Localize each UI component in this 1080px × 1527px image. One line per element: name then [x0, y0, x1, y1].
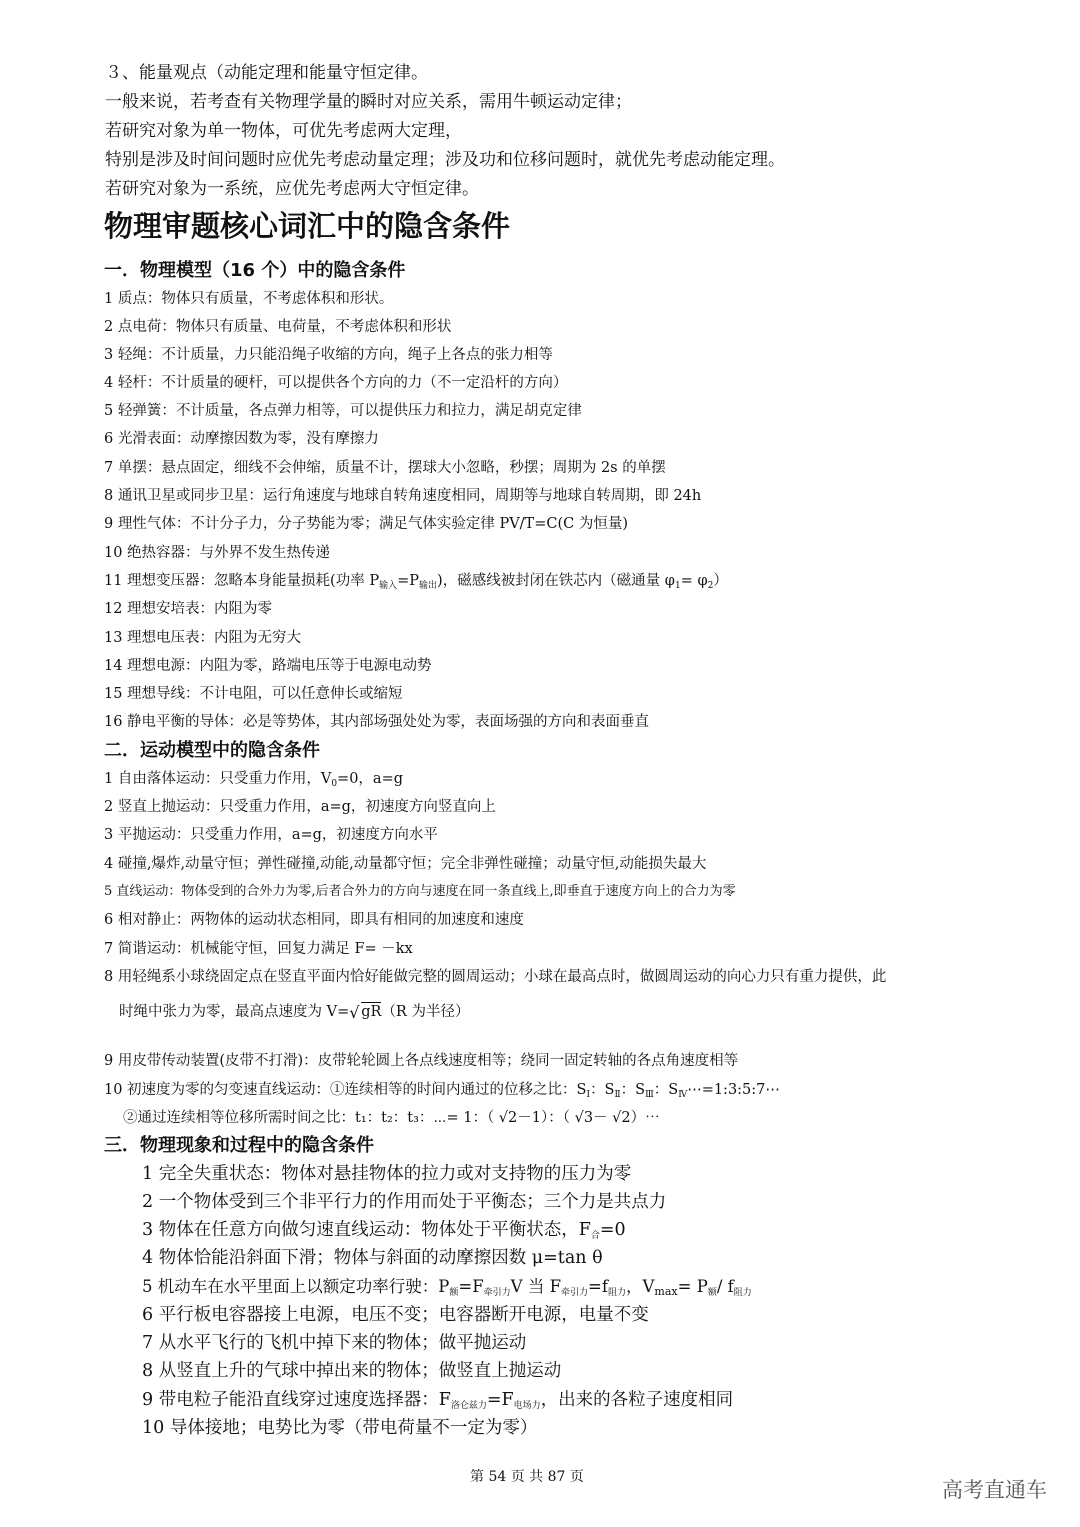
item-text: =F — [458, 1277, 484, 1296]
item-text: 1 自由落体运动：只受重力作用，V — [104, 771, 332, 787]
item-text: ） — [713, 573, 728, 589]
list-item: 8 通讯卫星或同步卫星：运行角速度与地球自转角速度相同，周期等与地球自转周期，即 24h — [104, 488, 702, 504]
section-3-heading: 三．物理现象和过程中的隐含条件 — [104, 1135, 374, 1156]
list-item: 12 理想安培表：内阻为零 — [104, 601, 273, 617]
list-item-continuation — [119, 1000, 469, 1021]
list-item — [142, 1386, 733, 1411]
item-text: 10 初速度为零的匀变速直线运动：①连续相等的时间内通过的位移之比：S — [104, 1082, 587, 1098]
list-item: 2 一个物体受到三个非平行力的作用而处于平衡态；三个力是共点力 — [142, 1192, 667, 1212]
list-item: 9 理性气体：不计分子力，分子势能为零；满足气体实验定律 PV/T=C(C 为恒量) — [104, 516, 628, 532]
item-text: =0 — [599, 1220, 626, 1240]
list-item — [104, 1078, 780, 1100]
item-text: / f — [716, 1277, 734, 1296]
subscript: 电场力 — [513, 1401, 541, 1411]
list-item: 6 相对静止：两物体的运动状态相同，即具有相同的加速度和速度 — [104, 912, 524, 928]
intro-line-1: ３、能量观点（动能定理和能量守恒定律。 — [105, 63, 428, 83]
subscript: max — [654, 1285, 678, 1298]
subscript: 额 — [707, 1288, 717, 1298]
intro-line-2: 一般来说，若考查有关物理学量的瞬时对应关系，需用牛顿运动定律； — [105, 92, 632, 112]
item-text: 5 机动车在水平里面上以额定功率行驶：P — [142, 1277, 450, 1296]
item-text: ，V — [626, 1277, 655, 1296]
list-item: 1 完全失重状态：物体对悬挂物体的拉力或对支持物的压力为零 — [142, 1164, 632, 1184]
page-number: 第 54 页 共 87 页 — [470, 1469, 584, 1485]
list-item: 7 单摆：悬点固定，细线不会伸缩，质量不计，摆球大小忽略，秒摆；周期为 2s 的单摆 — [104, 460, 666, 476]
subscript: 输入 — [379, 581, 398, 591]
intro-line-5: 若研究对象为一系统，应优先考虑两大守恒定律。 — [105, 179, 479, 199]
list-item: 16 静电平衡的导体：必是等势体，其内部场强处处为零，表面场强的方向和表面垂直 — [104, 714, 650, 730]
list-item: 4 碰撞,爆炸,动量守恒；弹性碰撞,动能,动量都守恒；完全非弹性碰撞；动量守恒,动能损失最大 — [104, 856, 707, 872]
intro-line-3: 若研究对象为单一物体，可优先考虑两大定理， — [105, 121, 462, 141]
subscript: 额 — [449, 1288, 459, 1298]
list-item-continuation: ②通过连续相等位移所需时间之比：t₁：t₂：t₃：⋯= 1：（ √2－1）：（ √3－ √2）⋯ — [123, 1110, 660, 1126]
item-text: )，磁感线被封闭在铁芯内（磁通量 φ — [437, 573, 675, 589]
item-text: =f — [588, 1277, 608, 1296]
list-item: 7 从水平飞行的飞机中掉下来的物体；做平抛运动 — [142, 1333, 527, 1353]
list-item: 8 从竖直上升的气球中掉出来的物体；做竖直上抛运动 — [142, 1361, 562, 1381]
intro-line-4: 特别是涉及时间问题时应优先考虑动量定理；涉及功和位移问题时，就优先考虑动能定理。 — [105, 150, 785, 170]
list-item — [104, 569, 728, 591]
list-item — [142, 1216, 626, 1241]
item-text: = φ — [680, 573, 708, 589]
list-item: 3 轻绳：不计质量，力只能沿绳子收缩的方向，绳子上各点的张力相等 — [104, 347, 553, 363]
item-text: ：S — [590, 1082, 615, 1098]
item-text: V 当 F — [510, 1277, 562, 1296]
subscript: 合 — [590, 1231, 600, 1241]
list-item: 1 质点：物体只有质量，不考虑体积和形状。 — [104, 291, 394, 307]
radical-sign: √ — [349, 1003, 360, 1022]
list-item: 6 光滑表面：动摩擦因数为零，没有摩擦力 — [104, 431, 379, 447]
subscript: 洛仑兹力 — [450, 1401, 487, 1411]
section-2-heading: 二．运动模型中的隐含条件 — [104, 740, 320, 761]
item-text: ，出来的各粒子速度相同 — [540, 1390, 734, 1410]
list-item: 2 竖直上抛运动：只受重力作用，a=g，初速度方向竖直向上 — [104, 799, 496, 815]
subscript: 牵引力 — [561, 1288, 589, 1298]
item-text: =F — [486, 1390, 514, 1410]
subscript: 1 — [674, 581, 681, 591]
list-item: 13 理想电压表：内阻为无穷大 — [104, 630, 302, 646]
item-text: 9 带电粒子能沿直线穿过速度选择器：F — [142, 1390, 451, 1410]
list-item: 15 理想导线：不计电阻，可以任意伸长或缩短 — [104, 686, 403, 702]
item-text: 11 理想变压器：忽略本身能量损耗(功率 P — [104, 573, 380, 589]
radicand: gR — [361, 1004, 382, 1020]
list-item: 5 轻弹簧：不计质量，各点弹力相等，可以提供压力和拉力，满足胡克定律 — [104, 403, 582, 419]
page-title: 物理审题核心词汇中的隐含条件 — [104, 209, 511, 243]
list-item: 14 理想电源：内阻为零，路端电压等于电源电动势 — [104, 658, 432, 674]
item-text: ：S — [653, 1082, 679, 1098]
list-item — [142, 1273, 752, 1298]
item-text: 时绳中张力为零，最高点速度为 V= — [119, 1004, 350, 1020]
list-item: 2 点电荷：物体只有质量、电荷量，不考虑体积和形状 — [104, 319, 452, 335]
subscript: Ⅰ — [586, 1090, 591, 1100]
subscript: Ⅱ — [614, 1090, 621, 1100]
subscript: 阻力 — [733, 1288, 752, 1298]
subscript: 0 — [331, 779, 338, 789]
subscript: 牵引力 — [483, 1288, 511, 1298]
item-text: ⋯=1:3:5:7⋯ — [687, 1082, 780, 1098]
list-item: 9 用皮带传动装置(皮带不打滑)：皮带轮轮圆上各点线速度相等；绕同一固定转轴的各点角速度相等 — [104, 1053, 739, 1069]
sqrt-expression — [349, 1004, 381, 1020]
subscript: Ⅲ — [645, 1090, 654, 1100]
item-text: 3 物体在任意方向做匀速直线运动：物体处于平衡状态，F — [142, 1220, 591, 1240]
list-item: 6 平行板电容器接上电源，电压不变；电容器断开电源，电量不变 — [142, 1305, 649, 1325]
list-item: 10 导体接地；电势比为零（带电荷量不一定为零） — [142, 1418, 538, 1438]
watermark: 高考直通车 — [942, 1478, 1047, 1502]
item-text: =P — [397, 573, 420, 589]
list-item: 3 平抛运动：只受重力作用，a=g，初速度方向水平 — [104, 827, 438, 843]
subscript: Ⅳ — [678, 1090, 688, 1100]
subscript: 2 — [707, 581, 714, 591]
item-text: =0，a=g — [337, 771, 403, 787]
list-item: 4 物体恰能沿斜面下滑；物体与斜面的动摩擦因数 μ=tan θ — [142, 1248, 603, 1268]
list-item: 5 直线运动：物体受到的合外力为零,后者合外力的方向与速度在同一条直线上,即垂直于速度方向上的合力为零 — [104, 884, 736, 899]
subscript: 输出 — [419, 581, 438, 591]
list-item: 10 绝热容器：与外界不发生热传递 — [104, 545, 331, 561]
section-1-heading: 一．物理模型（16 个）中的隐含条件 — [104, 260, 406, 281]
item-text: = P — [677, 1277, 708, 1296]
list-item: 7 简谐运动：机械能守恒，回复力满足 F= －kx — [104, 941, 413, 957]
list-item: 8 用轻绳系小球绕固定点在竖直平面内恰好能做完整的圆周运动；小球在最高点时，做圆周运动的向心力只有重力提供，此 — [104, 969, 887, 985]
item-text: （R 为半径） — [381, 1004, 470, 1020]
subscript: 阻力 — [607, 1288, 626, 1298]
list-item — [104, 767, 403, 789]
item-text: ：S — [620, 1082, 646, 1098]
list-item: 4 轻杆：不计质量的硬杆，可以提供各个方向的力（不一定沿杆的方向） — [104, 375, 568, 391]
